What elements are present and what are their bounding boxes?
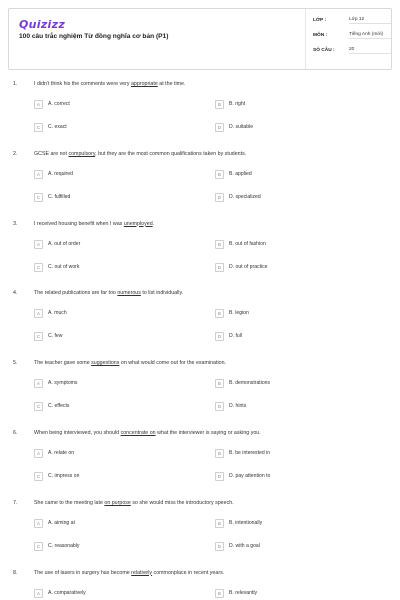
option-letter-box: B: [215, 589, 224, 598]
answer-option-d[interactable]: [215, 123, 375, 132]
option-text: B. applied: [229, 170, 252, 177]
option-letter-box: B: [215, 519, 224, 528]
option-text: B. right: [229, 101, 246, 107]
quizizz-logo: Quizizz: [19, 18, 66, 31]
option-letter-box: A: [34, 449, 43, 458]
option-text: D. full: [229, 333, 243, 340]
answer-option-d[interactable]: [215, 542, 375, 551]
question-text: [34, 360, 226, 366]
question-number: 2.: [13, 150, 18, 157]
answer-option-a[interactable]: [34, 519, 194, 528]
option-text: C. exact: [48, 124, 67, 130]
option-text: B. relevantly: [229, 589, 258, 596]
option-letter-box: A: [34, 379, 43, 388]
option-text: C. out of work: [48, 263, 80, 270]
option-text: D. hints: [229, 403, 247, 410]
question-text-before: I didn't think his the comments were very: [34, 81, 131, 87]
option-letter-box: D: [215, 193, 224, 202]
option-text: A. correct: [48, 101, 70, 107]
option-text: B. intentionally: [229, 519, 263, 526]
underlined-keyword: appropriate: [130, 81, 158, 87]
answer-option-d[interactable]: [215, 472, 375, 481]
option-text: B. demonstrations: [229, 380, 271, 387]
question-number: 7.: [13, 499, 18, 506]
option-letter-box: A: [34, 519, 43, 528]
question-number: 1.: [13, 81, 18, 87]
answer-option-b[interactable]: [215, 170, 375, 179]
question-text: [34, 290, 183, 296]
option-letter-box: C: [34, 472, 43, 481]
option-text: C. impress on: [48, 473, 80, 479]
underlined-keyword: concentrate on: [120, 430, 156, 436]
option-text: A. much: [48, 310, 67, 317]
option-text: B. out of fashion: [229, 240, 266, 247]
option-letter-box: D: [215, 542, 224, 551]
meta-grade-label: LỚP :: [313, 18, 327, 23]
answer-option-c[interactable]: [34, 542, 194, 551]
option-letter-box: C: [34, 402, 43, 411]
underlined-keyword: on purpose: [104, 499, 131, 506]
question-text-after: .: [152, 220, 155, 227]
option-text: C. fulfilled: [48, 193, 71, 200]
option-letter-box: A: [34, 589, 43, 598]
underlined-keyword: unemployed: [123, 220, 153, 227]
option-letter-box: C: [34, 542, 43, 551]
option-letter-box: C: [34, 193, 43, 202]
answer-option-c[interactable]: [34, 472, 194, 481]
question-text: [34, 500, 234, 506]
question-text-after: so she would miss the introductory speech.: [130, 499, 234, 506]
question-number: 6.: [13, 430, 18, 436]
question-number: 3.: [13, 220, 18, 227]
answer-option-c[interactable]: [34, 123, 194, 132]
question-text-after: on what would come out for the examination.: [119, 360, 226, 367]
option-text: A. required: [48, 170, 73, 177]
question-number: 8.: [13, 569, 18, 576]
meta-count-label: SỐ CÂU :: [313, 48, 335, 53]
question-number: 4.: [13, 290, 18, 297]
answer-option-a[interactable]: [34, 100, 194, 109]
answer-option-c[interactable]: [34, 263, 194, 272]
meta-grade-value: Lớp 12: [349, 17, 391, 24]
option-text: C. effects: [48, 403, 70, 410]
question-text-before: The use of lasers in surgery has become: [34, 569, 132, 576]
option-text: A. symptoms: [48, 380, 78, 387]
question-text-before: When being interviewed, you should: [34, 430, 121, 436]
answer-option-b[interactable]: [215, 309, 375, 318]
question-number: 5.: [13, 360, 18, 367]
option-text: C. reasonably: [48, 542, 80, 549]
option-text: B. legion: [229, 310, 249, 317]
question-text: [34, 151, 246, 157]
answer-option-b[interactable]: [215, 449, 375, 458]
meta-count-value: 20: [349, 47, 391, 54]
option-letter-box: A: [34, 309, 43, 318]
option-text: D. pay attention to: [229, 473, 271, 479]
option-letter-box: D: [215, 263, 224, 272]
question-text: [34, 430, 261, 436]
question-text-before: The teacher gave some: [34, 360, 92, 367]
question-text-after: commonplace in recent years.: [152, 569, 225, 576]
option-letter-box: B: [215, 240, 224, 249]
underlined-keyword: suggestions: [91, 360, 120, 367]
answer-option-a[interactable]: [34, 449, 194, 458]
option-letter-box: B: [215, 309, 224, 318]
option-letter-box: C: [34, 332, 43, 341]
option-letter-box: D: [215, 472, 224, 481]
option-letter-box: B: [215, 170, 224, 179]
option-text: D. out of practice: [229, 263, 268, 270]
question-text-after: , but they are the most common qualifications taken by students.: [95, 150, 247, 157]
option-text: D. suitable: [229, 124, 254, 130]
option-text: D. specialized: [229, 193, 261, 200]
question-text-after: to list individually.: [140, 290, 184, 297]
option-letter-box: A: [34, 240, 43, 249]
option-text: C. few: [48, 333, 63, 340]
meta-subject-value: Tiếng Anh (mới): [349, 32, 391, 39]
option-text: B. be interested in: [229, 450, 271, 456]
answer-option-a[interactable]: [34, 170, 194, 179]
answer-option-b[interactable]: [215, 379, 375, 388]
option-text: D. with a goal: [229, 542, 260, 549]
option-letter-box: D: [215, 332, 224, 341]
answer-option-c[interactable]: [34, 193, 194, 202]
answer-option-d[interactable]: [215, 402, 375, 411]
option-letter-box: D: [215, 123, 224, 132]
option-letter-box: D: [215, 402, 224, 411]
underlined-keyword: compulsory: [68, 150, 96, 157]
question-text: [34, 221, 154, 227]
question-text-before: The related publications are far too: [34, 290, 118, 297]
document-title: 100 câu trắc nghiệm Từ đồng nghĩa cơ bản (P1): [19, 33, 169, 40]
question-text: [34, 570, 224, 576]
option-text: A. aiming at: [48, 519, 75, 526]
underlined-keyword: relatively: [131, 569, 153, 576]
answer-option-c[interactable]: [34, 332, 194, 341]
document-header: [8, 8, 392, 70]
question-text-before: She came to the meeting late: [34, 499, 105, 506]
answer-option-a[interactable]: [34, 309, 194, 318]
answer-option-d[interactable]: [215, 193, 375, 202]
question-text-before: I received housing benefit when I was: [34, 220, 124, 227]
answer-option-a[interactable]: [34, 240, 194, 249]
option-letter-box: B: [215, 379, 224, 388]
option-letter-box: A: [34, 100, 43, 109]
option-letter-box: B: [215, 100, 224, 109]
answer-option-b[interactable]: [215, 519, 375, 528]
answer-option-d[interactable]: [215, 263, 375, 272]
underlined-keyword: numerous: [117, 290, 141, 297]
option-letter-box: A: [34, 170, 43, 179]
answer-option-c[interactable]: [34, 402, 194, 411]
answer-option-d[interactable]: [215, 332, 375, 341]
answer-option-a[interactable]: [34, 379, 194, 388]
question-text-after: what the interviewer is saying or asking you.: [155, 430, 261, 436]
header-divider: [305, 9, 306, 69]
option-text: A. out of order: [48, 240, 81, 247]
question-text-before: GCSE are not: [34, 150, 69, 157]
question-text-after: at the time.: [157, 81, 186, 87]
option-text: A. comparatively: [48, 589, 86, 596]
answer-option-b[interactable]: [215, 240, 375, 249]
answer-option-b[interactable]: [215, 100, 375, 109]
meta-subject-label: MÔN :: [313, 33, 328, 38]
answer-option-a[interactable]: [34, 589, 194, 598]
answer-option-b[interactable]: [215, 589, 375, 598]
option-letter-box: C: [34, 263, 43, 272]
question-text: [34, 81, 185, 87]
option-text: A. relate on: [48, 450, 75, 456]
option-letter-box: C: [34, 123, 43, 132]
option-letter-box: B: [215, 449, 224, 458]
